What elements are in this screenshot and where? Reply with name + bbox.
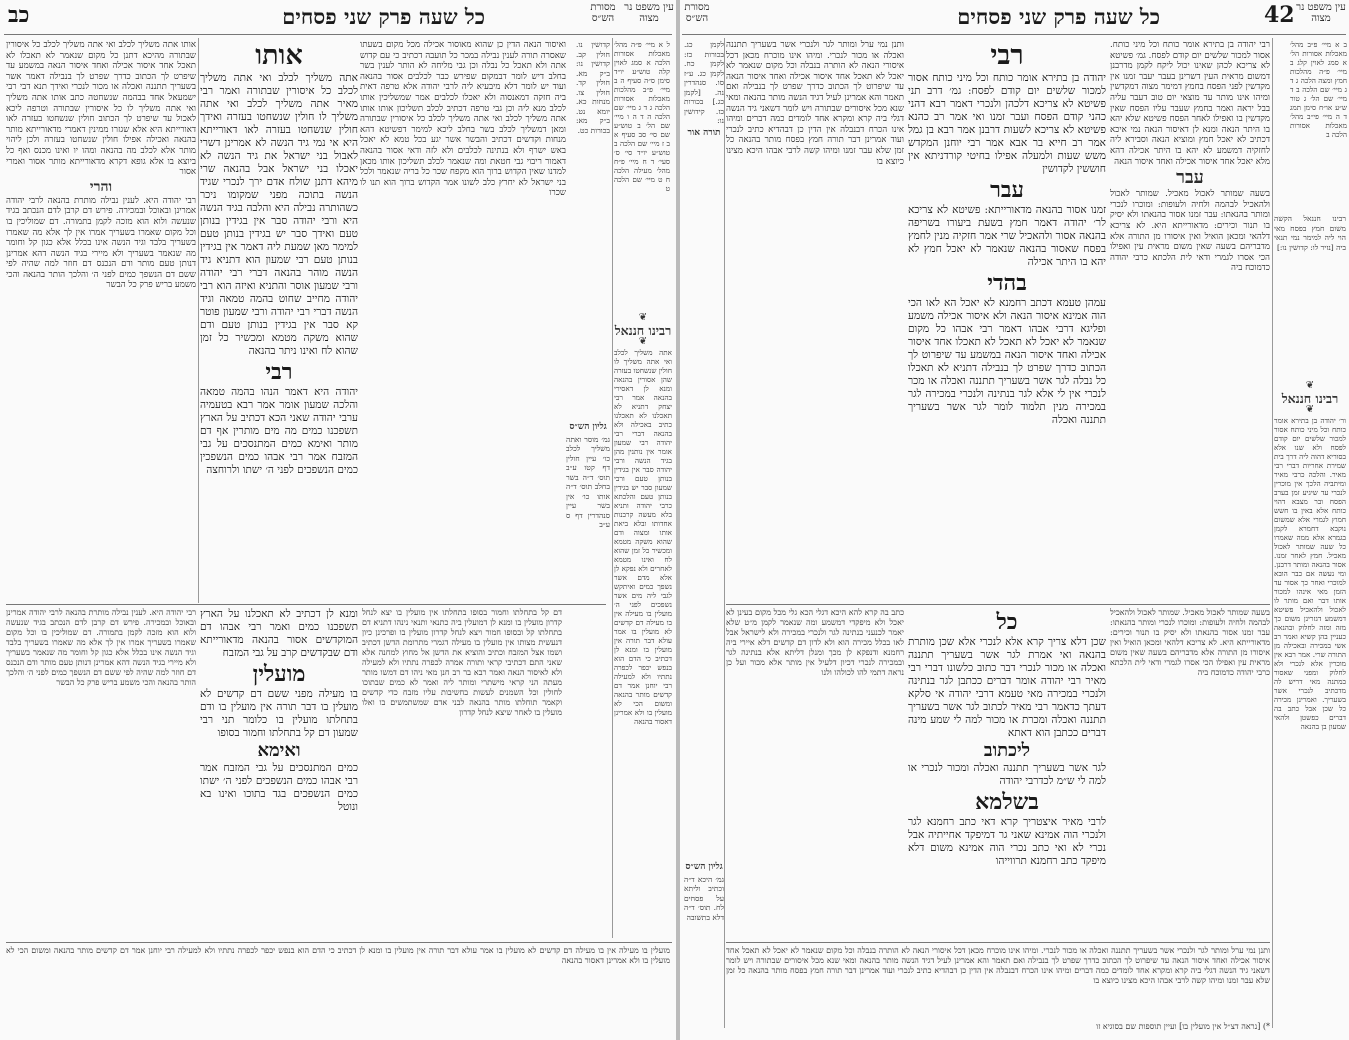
left-rabbeinu-ornament: ❦	[638, 312, 648, 323]
right-gilyon-text: גמ׳ היכא ד״ה וכתיב וליתא על פסחים לח. תוס׳ ד״ה דלא בתשובה	[684, 874, 724, 922]
right-page	[680, 0, 1349, 1040]
left-gemara-opening-word: אותו	[255, 40, 303, 71]
left-mesoret-text: קדושין נו. חולין קב. קדושין נו: ב״ק מא. חולין קד. חולין צו. מנחות כא. יומא נט. ב״ק מא: בכורות כט.	[576, 40, 610, 135]
right-gemara-lower	[908, 608, 1106, 938]
right-bottom-notes-text: ותנן נמי ערל ומותר לגר ולנכרי אשר בשעריך תתננה ואכלה או מכור לנכרי. ומיהו אינו מוכרח מכאן דכל איסורי הנאה לא הותרה בנבלה וכל מקום שנאמר לא יאכל לא תאכל אחד איסור אכילה ואחד איסור הנאה עד שיפרוט לך הכתוב כדרך שפרט לך בנבילה ואם תאמר והא אמרינן לעיל דגיד הנשה מותר בהנאה ומאי שנא מכל איסורים שבתורה ויש לומר דשאני גיד הנשה דגלי ביה קרא ומקרא אחד לומדים כמה דברים ומיהו אינו הכרח דבנבלה אין הדין כן דבהדיא כתיב לנכרי ועוד אמרינן דבר תורה חמץ בפסח מותר בהנאה כל זמן שלא עבר זמנו ומיהו קשה לרבי אבהו היכא מצינו כיוצא בו	[726, 946, 1270, 985]
left-mesoret-label: מסורת הש״ס	[590, 2, 616, 24]
left-bottom-notes-text: מועלין בו מעילה אין בו מעילה דם קדשים לא מועלין בו אמר עולא דבר תורה אין מועלין בו ומנא לן דכתיב כי הדם הוא בנפש יכפר לכפרה נתתיו ולא למעילה רבי יוחנן אמר דם קדשים מותר בהנאה ומשום הכי לא מועלין בו ולא אמרינן דאסור בהנאה	[6, 946, 670, 965]
left-gemara-text-2: יהודה היא דאמר הנהו בהמה טמאה והלכה שמעון אומר אמר רבא בטעמיה ערבי יהודה שאני הכא דכתיב על הארץ תשפכנו כמים מה מים מותרין אף דם מותר ואימא כמים המתנסכים על גבי המזבח אמר רבי אבהו כמים הנשפכין כמים הנשפכים לפני ה׳ ישתו ולרוחצה	[200, 386, 358, 476]
left-gemara-text-5: כמים המתנסכים על גבי המזבח אמר רבי אבהו כמים הנשפכים לפני ה׳ ישתו כמים הנשפכים בגד בתוכו ואינו בא ונוטל	[200, 762, 358, 813]
right-gemara-text-2: זמנו אסור בהנאה מדאורייתא: פשיטא לא צריכא לר׳ יהודה דאמר חמץ בשעת ביעורו בשריפה בהנאה אסור ולהאכיל שרי אמר חזקיה מנין לחמץ בפסח שאסור בהנאה שנאמר לא יאכל חמץ לא יהא בו היתר אכילה	[908, 204, 1106, 268]
right-bottom-rule	[726, 942, 1270, 943]
right-rabbeinu-title: רבינו חננאל	[1281, 391, 1339, 406]
left-gemara-opening-word-5: ואימא	[257, 740, 301, 761]
right-gilyon-title: גליון הש״ס	[685, 862, 723, 872]
right-col-divider-1	[1272, 38, 1273, 1028]
right-gemara-text-5: לגר אשר בשעריך תתננה ואכלה ומכור לנכרי או למה לי ש״מ לכדרבי יהודה	[908, 762, 1106, 787]
left-rabbeinu-column	[614, 312, 672, 934]
left-gemara-text-4: בו מעילה מפני ששם דם קדשים לא מועלין בו דבר תורה אין מועלין בו ודם בתחלתו מועלין בו כלומר תני רבי שמעון דם קל בתחלתו וחמור בסופו	[200, 688, 358, 739]
right-gemara-opening-word-6: בשלמא	[975, 789, 1039, 815]
right-ein-mishpat-label: עין משפט נר מצוה	[1296, 2, 1346, 24]
right-tosafot-column	[726, 40, 904, 600]
left-gilyon-column	[566, 420, 610, 680]
left-ein-mishpat-label: עין משפט נר מצוה	[624, 2, 674, 24]
left-header-rule	[4, 34, 672, 35]
left-rashi-lower	[6, 608, 196, 938]
right-tosafot-text: ותנן נמי ערל ומותר לגר ולנכרי אשר בשעריך תתננה ואכלה או מכור לנכרי. ומיהו אינו מוכרח מכאן דכל איסורי הנאה לא הותרה בנבלה וכל מקום שנאמר לא יאכל לא תאכל אחד איסור אכילה ואחד איסור הנאה עד שיפרוט לך הכתוב כדרך שפרט לך בנבילה ואם תאמר והא אמרינן לעיל דגיד הנשה מותר בהנאה ומאי שנא מכל איסורים שבתורה ויש לומר דשאני גיד הנשה דגלי ביה קרא ומקרא אחד לומדים כמה דברים ומיהו אינו הכרח דבנבלה אין הדין כן דבהדיא כתיב לנכרי ועוד אמרינן דבר תורה חמץ בפסח מותר בהנאה כל זמן שלא עבר זמנו ומיהו קשה לרבי אבהו היכא מצינו כיוצא בו	[726, 40, 904, 167]
right-gemara-opening-word: רבי	[990, 40, 1024, 71]
left-foot-text: דם קל בתחלתו וחמור בסופו בתחלתו אין מועלין בו יצא לנחל קדרון מועלין בו ומנא לן דמועלין ביה כתנאי ותנאי נינהו דתניא דם בתחלתו קל ובסופו חמור ויצא לנחל קדרון מועלין בו ופרכינן כיון דנעשית מצותו אין מועלין בו מעילה דגמרי מתרומת הדשן דכתיב ושמו אצל המזבח וכתיב והוציא את הדשן אל מחוץ למחנה אלא שאני התם דכתיבי קראי ותורה אמרה לכפרה נתתיו ולא למעילה ולא לאיסור הנאה ואמר רבא בר רב חנן מאי ניהו דם דמשו מותר מעתה הני קראי מישתרי ומותר ליה ואמר לא כמים שבתוכו לחולין וכל השמנים לעשות בחשיבות עליו מזבח כדי קדשים וקאמר תוחלתו מותר בהנאה לבני אדם שמשתמשים בו ואלו מועלין בו לאחר שיצא לנחל קדרון	[362, 608, 562, 717]
left-rabbeinu-title: רבינו חננאל	[614, 323, 672, 338]
right-lower-rule	[726, 604, 1270, 605]
right-bottom-notes	[726, 946, 1270, 1020]
left-col-divider-1	[612, 38, 613, 938]
left-gemara-column	[200, 40, 358, 600]
right-mesoret-text: לקמן כג. בכורות כז: לקמן כח. לקמן כג. ע״ז סו. סנהדרין נה. [לקמן כג.] בכורות כז. קידושין נו:	[684, 40, 724, 125]
right-tosafot-lower	[726, 608, 904, 938]
left-gemara-opening-word-4: מועלין	[252, 661, 306, 687]
left-rabbeinu-text-2: מועלין בו מעילה אין בו מעילה דם קדשים לא מועלין בו אמר עולא דבר תורה אין מועלין בו ומנא לן דכתיב כי הדם הוא בנפש יכפר לכפרה נתתיו ולא למעילה רבי יוחנן אמר דם קדשים מותר בהנאה ומשום הכי לא מועלין בו ולא אמרינן דאסור בהנאה	[614, 609, 672, 726]
right-mesoret-label: מסורת הש״ס	[684, 2, 710, 24]
right-gemara-opening-word-5: ליכתוב	[983, 740, 1031, 761]
right-footnote-text: *) [נראה דצ״ל אין מועלין בו] ועיין תוספות שם בסוגיא זו	[1096, 1022, 1270, 1031]
right-col-divider-2	[724, 38, 725, 1028]
right-footnote	[726, 1022, 1270, 1038]
right-gemara-text-6: לרבי מאיר איצטריך קרא דאי כתב רחמנא לגר ולנכרי הוה אמינא שאני גר דמיפקד אחייתיה אבל נכרי לא ואי כתב נכרי הוה אמינא משום דלא מיפקד כתב רחמנא תרווייהו	[908, 816, 1106, 867]
right-side-note-text: רבינו חננאל הקשה משום חמץ בפסח מאי הוי ליה למימר נמי תנאי ביה	[1274, 214, 1346, 252]
right-rabbeinu-text: ור׳ יהודה בן בתירא אומר כותח וכל מיני כותח אסור למכור שלשים יום קודם לפסח ולא שנו אלא בסוריא דהוה ליה דרך בית שמירת אחריות דברי רבי מאיר. והלכה כרבי מאיר ומיתביה הלכך אין מוכרין לנכרי עד שיגיע זמן בערב הפסח ובר מצבא דהוי כותח אלא באין בו חשש חמוץ לגמרי אלא שמשום נוקבא דחמרא לקמן בגמרא אלא ממה שאמרו כל שעה שמותר לאכול מאכיל. חמץ לאחר זמנו. אסור בהנאה ומותר דרבנן. ומי נעשה אם כבר הובא למוכרי ואחר כך אסור עד הזמן מאי אינהו למכור אותו דבר ואם מותר לו לאכול ולהאכיל פשיטא דמשמע דגזרינן משום כך מזה ומזה לחלוק ובהנאה כעניין בהן קשיא ואמר רב אשי במכירה ובאכילה מן התורה שרי. אמר רבא אין מוכרין אלא לנכרי ולא לחלוק ומפני שאסור במתנה מאי דריש לה מדכתיב לנכרי אשר בשעריך. ואמרינן מכירה כל שכן אבל כתב בה דברים כפשטן ולהאי שמעון בן בהנאה	[1274, 416, 1346, 731]
left-tosafot-text: ואיסור הנאה הדין כן שהוא מאוסור אכילה מכל מקום בשעתו שאסרה תורה לענין נבילה במכר כל תועבה דכתיב כי עם קדוש אתה ולא תאכל כל נבלה וכן גבי מליחה לא הותר לענין בשר בחלב דיש לומר דבמקום שפירש כבר לכלבים אסור בהנאה ועוד יש לומר דלא מיבעיא ליה לרבי יהודה אלא טרפה דאית ביה חזקה דמאנסוה ולא יאכלו לכלבים אמר שמשליכין אותו לכלב מנא ליה וכן גבי טרפה דכתיב לכלב תשליכון אותו אותו אתה משליך לכלב ואי אתה משליך לכלב כל איסורין שבתורה ומאן דמשליך לכלב בשר בחלב ליכא למימר דפשיטא דהא מנחות וקדשים דכתיב והבשר אשר יגע בכל טמא לא יאכל באש ישרף ולא בנתינה לכלבים ולא לזה ודאי אסור בהנאה דאמור ריבוי גבי חטאת ומה שנאמר לכלב תשליכון אותו מכאן למדנו שאין הקדוש ברוך הוא מקפח שכר כל בריה שנאמר ולכל בני ישראל לא יחרץ כלב לשונו אמר הקדוש ברוך הוא תנו לו שכרו	[360, 40, 566, 199]
right-side-note	[1274, 214, 1346, 374]
right-gemara-column	[908, 40, 1106, 600]
right-rashi-text-2: בשעה שמותר לאכול מאכיל. שמותר לאכול ולהאכיל לבהמה ולחיה ולעופות: ומוכרו לנכרי ומותר בהנאתו: עבר זמנו אסור בהנאתו ולא יסיק בו תנור וכירים: מדאורייתא היא. לא צריכא דלהאי ומכאן הואיל ואין איסורו מן התורה אלא מדבריהם בשעה שאין משום מראית עין ואפילו הכי אסרו לגמרי ודאי לית הלכתא כרבי יהודה כדמוכח ביה	[1110, 189, 1270, 274]
right-rashi-lower	[1110, 608, 1270, 938]
right-header-rule	[682, 34, 1346, 35]
right-rashi-text: רבי יהודה בן בתירא אומר כותח וכל מיני כותח. אסור למכור שלשים יום קודם לפסח. גמ׳ פשיטא לא צריכא לכהן שאינו יכול ליקח לקמן מדרבנן דמשום מראית העין דשרינן בעבר יעבר זמנו אין מקדשין לפני הפסח בחמץ דמימר מצוה דמקדשין ומיהו אינו מותר עד מוצאי יום טוב דעבר עליה בבל יראה ואמר בחמץ שעבר עליו הפסח שאין מקדשין בו ואפילו לאחר הפסח פשיטא שלא יהא בו היתר הנאה ומנא לן דאיסור הנאה נמי איכא דכתיב לא יאכל חמץ ומוציא הנאה וסבירא ליה לחזקיה דמשמע לא יהא בו היתר אכילה דהא מלא יאכל אחד איסור אכילה ואחד איסור הנאה	[1110, 40, 1270, 167]
right-rashi-column	[1110, 40, 1270, 600]
left-col-divider-2	[198, 38, 199, 603]
left-rashi-lower-text: רבי יהודה היא. לענין נבילה מותרת בהנאה לרבי יהודה אמרינן ובאוכל ובמכירה. פירש דם קרבן לדם הנכתב בגיד שנעשה ולוא הוא מזכה לקמן בתמורה. דם שמוליכין בו וכל מקום שאמרו בשעריך אמרו אין לך אלא מה שאמרו בשעריך בלבד וגיד הנשה אינו בכלל אלא כגון קל וחומר מה שנאמר בשעריך ולא מיירי בגיד הנשה דהא אמרינן דנותן טעם מותר ודם הנכנס דם חוזר למה שהיה לפי ששם דם הנשפך כמים לפני ה׳ והלכך הותר בהנאה והכי משמע בריש פרק כל הבשר	[6, 608, 196, 687]
left-bottom-rule	[6, 942, 672, 943]
right-gilyon-column	[684, 860, 724, 1030]
left-gilyon-text: גמ׳ מוסר ואתה משליך לכלב כו׳ עיין חולין דף קטו ע״ב תוס׳ ד״ה בשר בחלב תוס׳ ד״ה אותו כו׳ אין בשר עיין סנהדרין דף ס ע״ב	[566, 434, 610, 529]
left-bottom-notes	[6, 946, 670, 1036]
left-gemara-opening-word-2: רבי	[265, 359, 293, 385]
right-gemara-text: יהודה בן בתירא אומר כותח וכל מיני כותח אסור למכור שלשים יום קודם לפסח: גמ׳ דרב תני פשיטא לא צריכא דלכהן ולנכרי דאמר רבא דהני כהני קודם הפסח ועבר זמנו ואי אמר רב כהנא פשיטא לא צריכא לשעות דרבנן אמר רבא בן גמל אמר רב חייא בר אבא אמר רבי יוחנן המקדש משש שעות ולמעלה אפילו בחיטי קורדניתא אין חוששין לקדושין	[908, 72, 1106, 175]
left-gemara-text-3: ומנא לן דכתיב לא תאכלנו על הארץ תשפכנו כמים ואמר רבי אבהו דם המוקדשים אסור בהנאה מדאורייתא ודם שבקדשים קרב על גבי המזבח	[200, 608, 358, 659]
left-lower-rule	[6, 604, 606, 605]
right-page-title: כל שעה פרק שני פסחים	[957, 4, 1160, 29]
left-gilyon-title: גליון הש״ס	[569, 422, 607, 432]
right-ein-mishpat-column	[1290, 40, 1347, 210]
left-rashi-text-2: רבי יהודה היא. לענין נבילה מותרת בהנאה לרבי יהודה אמרינן ובאוכל ובמכירה. פירש דם קרבן לדם הנכתב בגיד שנעשה ולוא הוא מזכה לקמן בתמורה. דם שמוליכין בו וכל מקום שאמרו בשעריך אמרו אין לך אלא מה שאמרו בשעריך בלבד וגיד הנשה אינו בכלל אלא כגון קל וחומר מה שנאמר בשעריך ולא מיירי בגיד הנשה דהא אמרינן דנותן טעם מותר ודם הנכנס דם חוזר למה שהיה לפי ששם דם הנשפך כמים לפני ה׳ והלכך הותר בהנאה והכי משמע בריש פרק כל הבשר	[6, 195, 196, 291]
right-gemara-opening-word-2: עבר	[990, 177, 1024, 203]
left-tosafot-column	[360, 40, 566, 600]
right-rashi-opening-word: עבר	[1176, 167, 1204, 189]
left-ein-mishpat-column	[614, 40, 670, 310]
right-gemara-text-3: עמהן טעמא דכתב רחמנא לא יאכל הא לאו הכי הוה אמינא איסור הנאה ולא איסור אכילה משמע ופליגא דרבי אבהו דאמר רבי אבהו כל מקום שנאמר לא יאכל לא תאכל לא תאכלו אחד איסור אכילה ואחד איסור הנאה במשמע עד שיפרוט לך הכתוב כדרך שפרט לך בנבילה דתניא לא תאכלו כל נבלה לגר אשר בשעריך תתננה ואכלה או מכר לנכרי אין לי אלא לגר בנתינה ולנכרי במכירה לגר במכירה מנין תלמוד לומר לגר אשר בשעריך תתננה ואכלה	[908, 297, 1106, 426]
left-gemara-text: אתה משליך לכלב ואי אתה משליך לכלב כל איסורין שבתורה ואמר רבי מאיר אתה משליך לכלב ואי אתה משליך לו חולין שנשחטו בעזרה ואידך חולין שנשחטו בעזרה לאו דאורייתא היא אי נמי גיד הנשה לא אמרינן דשרי לאבול בני ישראל את גיד הנשה לא יאכלו בני ישראל אבל בהנאה שרי מיהא דתנן שולח אדם ירך לנכרי שגיד הנשה בתוכה מפני שמקומו ניכר כשהותרה נבילה היא והלבה בגיד הנשה היא ורבי יהודה סבר אין בגידין בנותן טעם ואידך סבר יש בגידין בנותן טעם למימר מאן שמעת ליה דאמר אין בגידין בנותן טעם רבי שמעון הוא דתניא גיד הנשה מוהר בהנאה דברי רבי יהודה ורבי שמעון אוסר והתניא ואיזה הוא רבי יהודה מחייב שחוט בהמה טמאה וגיד הנשה דברי רבי יהודה ורבי שמעון פוטר קא סבר אין בגידין בנותן טעם ודם שהוא משקה מטמא ומכשיר כל זמן שהוא לח ואינו ניתר בהנאה	[200, 72, 358, 357]
left-rabbeinu-text: אתה משליך לכלב ואי אתה משליך לו חולין שנשחטו בעזרה שהן אסורין בהנאה ומנא לן דאסירי בהנאה אמר רבי יצחק דתניא לא תאכלנו לא תאכלנו כתיב באכילה ולא בהנאה דברי רבי יהודה רבי שמעון אומר אין נותנין מהן בגיד הנשה ורבי יהודה סבר אין בגידין בנותן טעם ורבי שמעון סבר יש בגידין בנותן טעם והלכתא כרבי יהודה ותניא בלא מעשה קרבנות אחדותו ובלא ביאת אותו ומצוה ודם שהוא משקה מטמא ומכשיר כל זמן שהוא לח ואינו מטמא לאחרים ולא נפקא לן אלא מדם אשר נשפך כמים ואיתקש לגבי ליה מים אשר נשפכים לפני ה׳	[614, 348, 672, 609]
right-mesoret-2: [נזיר לו: קדושין נו:]	[1276, 242, 1334, 252]
left-ein-mishpat-text: ל א מיי׳ פ״ה מהל׳ מאכלות אסורות הלכה א סמג לאוין קלה טוש״ע יו״ד סימן ס״ה סעיף ה ב מיי׳ פ״ב מהלכות מאכלות אסורות הלכה ג ד ג מיי׳ שם הלכה ה ד ה ו מיי׳ שם הל׳ ב טוש״ע שם סי׳ סב סעיף א ב ז מיי׳ שם הלכה ב טוש״ע יו״ד סי׳ ס׳ סעי׳ ד ח מיי׳ פ״ח מהל׳ מעילה הלכה ח ט מיי׳ שם הלכה ט	[614, 40, 670, 193]
right-gemara-opening-word-3: בהדי	[987, 270, 1027, 296]
left-page-title: כל שעה פרק שני פסחים	[282, 4, 485, 29]
right-gemara-text-4: שכן דלא צריך קרא אלא לנכרי אלא שכן מותרת בהנאה ואי אמרת לגר אשר בשעריך תתננה ואכלה או מכור לנכרי דבר כתוב כלשונו דברי רבי מאיר רבי יהודה אומר דברים ככתבן לגר בנתינה ולנכרי במכירה מאי טעמא דרבי יהודה אי סלקא דעתך כדאמר רבי מאיר לכתוב לגר אשר בשעריך תתננה ואכלה ומכרת או מכור למה לי שמע מינה דברים ככתבן הוא דאתא	[908, 636, 1106, 739]
left-rabbeinu-ornament-2: ❦	[638, 336, 648, 347]
right-page-folio: 42	[1264, 2, 1295, 28]
left-rashi-text: אותו אתה משליך לכלב ואי אתה משליך לכלב כל איסורין שבתורה מהיכא דתנן כל מקום שנאמר לא תאכלו לא תאכל אחד איסור אכילה ואחד איסור הנאה במשמע עד שיפרט לך הכתוב כדרך שפרט לך בנבילה דאמר אשר בשעריך תתננה ואכלה או מכור לנכרי ואידך תנא דבי רבי ישמעאל אחד בבהמה שנשחטה כתב אותו אתה משליך ואי אתה משליך לו כל איסורין שבתורה וטרפה ליכא לאכול עד שיפרט לך הכתוב חולין שנשחטו בעזרה לאו דאורייתא היא אלא שגזרו ממינין דאמרי מדאורייתא מותר בהנאה ואכילה אפילו חולין שנשחטו בעזרה ולכן ליהוי מותר אלא לכלב מה בהנאה ומהו יו ואינו מכנס ואף כל ביוצא בו אלא גופא דקרא מדאורייתא מותר אסור ואמרי אסור	[6, 40, 196, 178]
right-foot-text: כתב בה קרא להא היכא דגלי הכא גלי מכל מקום בעינן לא יאכל ולא מיפקדי דמשמע ומה שנאמר לקמן מ״ט שלא יאמר לכנעני בנתינה לגר ולנכרי במכירה ולא לישראל אבל לאו בכלל מכירה הוא ולא לדון דם קדשים דלא איירי ביה רחמנא ודנפקא לן מכך ומנלן דליתא אלא בנתינה לגר ובמכירה לנכרי דכיון דלעיל אין מותר אלא מכור ועל כן נראה דתמי להו לכולהו ולנו	[726, 608, 904, 677]
right-torah-or-title: תורה אור	[687, 127, 721, 138]
left-page-folio: כב	[8, 2, 30, 28]
left-gemara-lower	[200, 608, 358, 938]
right-rashi-lower-text: בשעה שמותר לאכול מאכיל. שמותר לאכול ולהאכיל לבהמה ולחיה ולעופות: ומוכרו לנכרי ומותר בהנאתו: עבר זמנו אסור בהנאתו ולא יסיק בו תנור וכירים: מדאורייתא היא. לא צריכא דלהאי ומכאן הואיל ואין איסורו מן התורה אלא מדבריהם בשעה שאין משום מראית עין ואפילו הכי אסרו לגמרי ודאי לית הלכתא כרבי יהודה כדמוכח ביה	[1110, 608, 1270, 677]
left-tosafot-lower	[362, 608, 562, 938]
right-rabbeinu-ornament-2: ❦	[1305, 404, 1315, 415]
right-rabbeinu-ornament: ❦	[1305, 380, 1315, 391]
left-rashi-opening-word: והרי	[89, 178, 113, 195]
right-gemara-opening-word-4: כל	[996, 609, 1018, 635]
left-rashi-column	[6, 40, 196, 600]
right-rabbeinu-column	[1274, 380, 1346, 1034]
right-ein-mishpat-text: ב א מיי׳ פ״ב מהל׳ מאכלות אסורות הל׳ א סמג לאוין קלג ב מיי׳ פ״ה מהלכות חמץ ומצה הלכה ג ד ג מיי׳ שם הלכה ב ד מיי׳ שם הל׳ ג טור ש״ע או״ח סימן תמג ד ה מיי׳ פי״ב מהל׳ מאכלות אסורות הלכה ב	[1290, 40, 1347, 139]
right-mesoret-column	[684, 40, 724, 720]
